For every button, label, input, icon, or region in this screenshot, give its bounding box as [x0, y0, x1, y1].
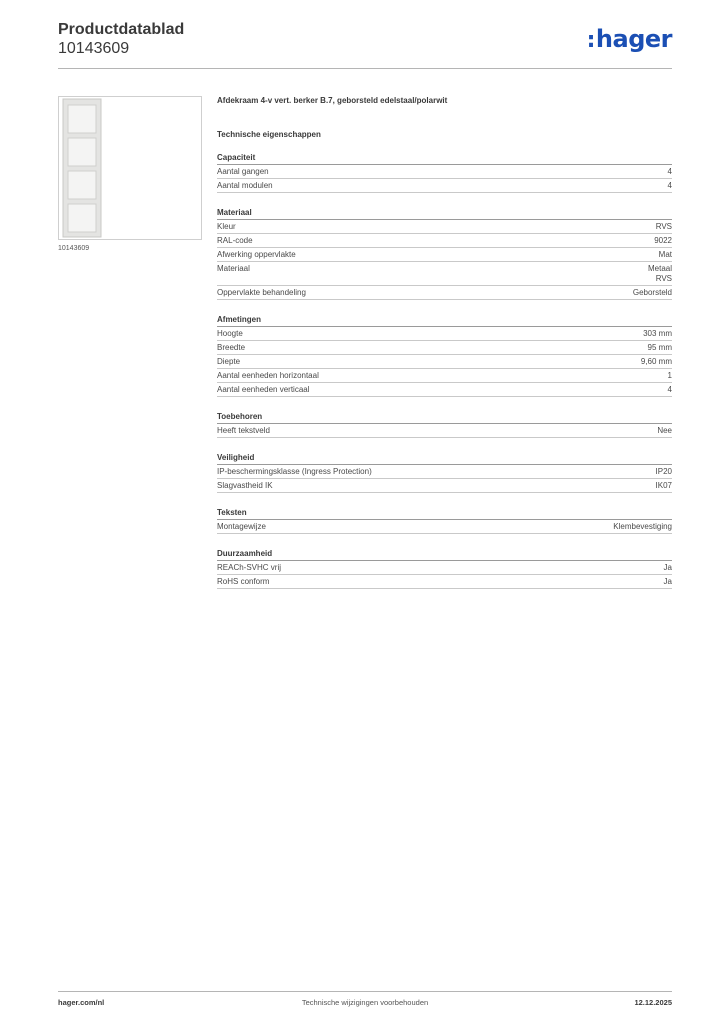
spec-value-line: IK07 — [655, 481, 672, 490]
spec-value-line: 4 — [667, 181, 672, 190]
spec-group-title: Toebehoren — [217, 411, 672, 424]
spec-value — [656, 222, 672, 232]
spec-value-line: 9,60 mm — [640, 357, 672, 366]
logo-text: hager — [595, 25, 672, 53]
spec-label: Afwerking oppervlakte — [217, 250, 296, 259]
spec-row — [217, 369, 672, 383]
spec-value — [664, 563, 672, 573]
spec-label: Aantal gangen — [217, 167, 269, 176]
spec-value — [641, 357, 672, 367]
spec-label: Aantal eenheden verticaal — [217, 385, 310, 394]
spec-row — [217, 383, 672, 397]
spec-value-line: 95 mm — [647, 343, 672, 352]
spec-value — [654, 236, 672, 246]
spec-group — [217, 152, 672, 193]
spec-value — [668, 181, 672, 191]
spec-value — [656, 467, 672, 477]
spec-row — [217, 520, 672, 534]
footer-date: 12.12.2025 — [634, 998, 672, 1007]
hager-logo: :hager — [586, 25, 672, 53]
spec-group-title: Duurzaamheid — [217, 548, 672, 561]
spec-group — [217, 507, 672, 534]
spec-group-title: Capaciteit — [217, 152, 672, 165]
footer-website: hager.com/nl — [58, 998, 105, 1007]
document-number: 10143609 — [58, 40, 130, 57]
spec-label: IP-beschermingsklasse (Ingress Protection) — [217, 467, 372, 476]
spec-value-line: RVS — [655, 222, 672, 231]
spec-value — [656, 481, 672, 491]
spec-value-line: 4 — [667, 167, 672, 176]
spec-value-line: 4 — [667, 385, 672, 394]
cover-frame-illustration — [59, 97, 201, 239]
spec-label: Hoogte — [217, 329, 243, 338]
spec-row — [217, 234, 672, 248]
spec-label: RAL-code — [217, 236, 253, 245]
spec-label: Materiaal — [217, 264, 250, 273]
spec-value-line: RVS — [655, 274, 672, 283]
spec-row — [217, 341, 672, 355]
spec-value-line: Ja — [663, 577, 672, 586]
spec-value-line: 9022 — [654, 236, 672, 245]
spec-group — [217, 411, 672, 438]
spec-row — [217, 479, 672, 493]
spec-label: Kleur — [217, 222, 236, 231]
spec-value-line: 1 — [667, 371, 672, 380]
spec-value-line: Klembevestiging — [613, 522, 672, 531]
spec-label: REACh-SVHC vrij — [217, 563, 282, 572]
spec-value — [659, 250, 672, 260]
spec-label: Montagewijze — [217, 522, 266, 531]
section-heading: Technische eigenschappen — [217, 130, 321, 139]
header-divider — [58, 68, 672, 69]
spec-value-line: 303 mm — [643, 329, 672, 338]
spec-row — [217, 248, 672, 262]
spec-value — [643, 329, 672, 339]
spec-label: Breedte — [217, 343, 246, 352]
image-caption: 10143609 — [58, 245, 90, 252]
spec-row — [217, 179, 672, 193]
spec-groups — [217, 152, 672, 589]
spec-value — [657, 426, 672, 436]
spec-value — [668, 385, 672, 395]
spec-row — [217, 165, 672, 179]
spec-value — [664, 577, 672, 587]
spec-value — [668, 167, 672, 177]
page-header — [58, 20, 672, 70]
spec-value — [613, 522, 672, 532]
spec-value-line: Geborsteld — [632, 288, 672, 297]
spec-label: Slagvastheid IK — [217, 481, 273, 490]
spec-value-line: Nee — [657, 426, 672, 435]
spec-label: RoHS conform — [217, 577, 270, 586]
spec-value — [633, 288, 672, 298]
footer-disclaimer: Technische wijzigingen voorbehouden — [301, 998, 429, 1007]
spec-value — [648, 264, 672, 284]
spec-label: Aantal modulen — [217, 181, 273, 190]
footer-divider — [58, 991, 672, 992]
spec-label: Aantal eenheden horizontaal — [217, 371, 319, 380]
spec-group — [217, 207, 672, 300]
spec-value-line: Metaal — [647, 264, 672, 273]
spec-label: Oppervlakte behandeling — [217, 288, 306, 297]
spec-row — [217, 424, 672, 438]
spec-value — [648, 343, 672, 353]
spec-group — [217, 452, 672, 493]
spec-value-line: Mat — [658, 250, 672, 259]
spec-row — [217, 327, 672, 341]
spec-row — [217, 286, 672, 300]
spec-value-line: IP20 — [655, 467, 672, 476]
spec-value-line: Ja — [663, 563, 672, 572]
document-title: Productdatablad — [58, 21, 185, 38]
spec-label: Heeft tekstveld — [217, 426, 270, 435]
spec-label: Diepte — [217, 357, 241, 366]
product-image — [58, 96, 202, 240]
spec-row — [217, 262, 672, 286]
product-description: Afdekraam 4-v vert. berker B.7, geborsteld edelstaal/polarwit — [217, 96, 448, 105]
spec-row — [217, 575, 672, 589]
spec-row — [217, 561, 672, 575]
spec-row — [217, 220, 672, 234]
spec-group-title: Teksten — [217, 507, 672, 520]
spec-group — [217, 314, 672, 397]
specification-panel — [217, 96, 672, 589]
spec-group-title: Veiligheid — [217, 452, 672, 465]
spec-group — [217, 548, 672, 589]
spec-group-title: Materiaal — [217, 207, 672, 220]
spec-value — [668, 371, 672, 381]
spec-group-title: Afmetingen — [217, 314, 672, 327]
spec-row — [217, 465, 672, 479]
spec-row — [217, 355, 672, 369]
